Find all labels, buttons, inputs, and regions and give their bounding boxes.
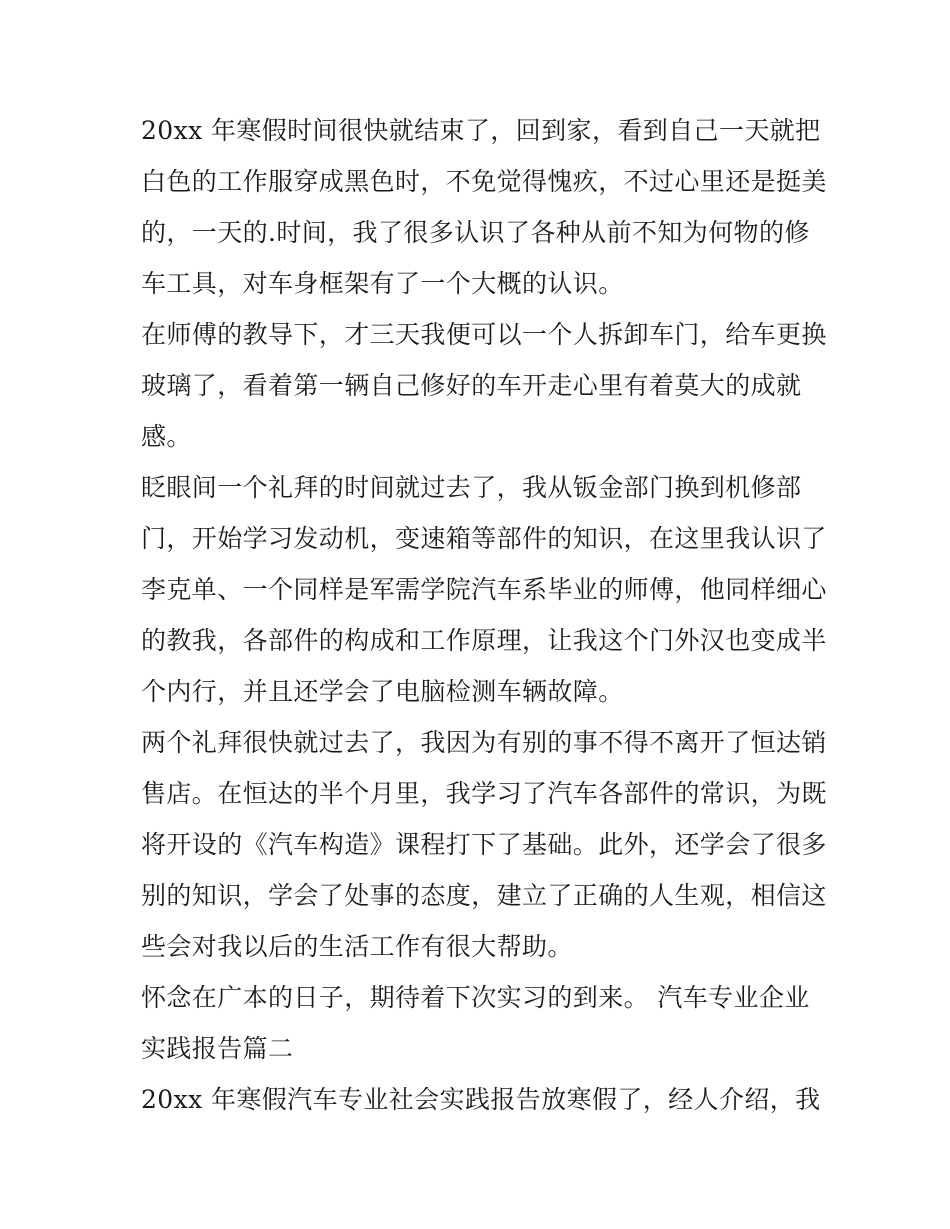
text-line: 别的知识，学会了处事的态度，建立了正确的人生观，相信这	[141, 881, 827, 910]
paragraph-2	[141, 309, 827, 462]
text-line: 将开设的《汽车构造》课程打下了基础。此外，还学会了很多	[141, 830, 827, 859]
text-line: 车工具，对车身框架有了一个大概的认识。	[141, 269, 624, 298]
text-line: 李克单、一个同样是军需学院汽车系毕业的师傅，他同样细心	[141, 575, 827, 604]
text-line: 怀念在广本的日子，期待着下次实习的到来。 汽车专业企业	[141, 983, 810, 1012]
document-body	[141, 105, 827, 1125]
text-line: 两个礼拜很快就过去了，我因为有别的事不得不离开了恒达销	[141, 728, 827, 757]
text-line: 20xx 年寒假汽车专业社会实践报告放寒假了，经人介绍，我	[141, 1085, 821, 1114]
text-line: 20xx 年寒假时间很快就结束了，回到家，看到自己一天就把	[141, 116, 821, 145]
text-line: 门，开始学习发动机，变速箱等部件的知识，在这里我认识了	[141, 524, 827, 553]
text-line: 感。	[141, 422, 192, 451]
text-line: 售店。在恒达的半个月里，我学习了汽车各部件的常识，为既	[141, 779, 827, 808]
paragraph-5	[141, 972, 821, 1074]
text-line: 玻璃了，看着第一辆自己修好的车开走心里有着莫大的成就	[141, 371, 802, 400]
text-line: 个内行，并且还学会了电脑检测车辆故障。	[141, 677, 624, 706]
paragraph-6	[141, 1074, 821, 1125]
paragraph-4	[141, 717, 827, 972]
text-line: 实践报告篇二	[141, 1034, 294, 1063]
text-line: 的，一天的.时间，我了很多认识了各种从前不知为何物的修	[141, 218, 810, 247]
text-line: 眨眼间一个礼拜的时间就过去了，我从钣金部门换到机修部	[141, 473, 802, 502]
text-line: 白色的工作服穿成黑色时，不免觉得愧疚，不过心里还是挺美	[141, 167, 827, 196]
text-line: 些会对我以后的生活工作有很大帮助。	[141, 932, 573, 961]
text-line: 的教我，各部件的构成和工作原理，让我这个门外汉也变成半	[141, 626, 827, 655]
paragraph-3	[141, 462, 827, 717]
text-line: 在师傅的教导下，才三天我便可以一个人拆卸车门，给车更换	[141, 320, 827, 349]
paragraph-1	[141, 105, 827, 309]
